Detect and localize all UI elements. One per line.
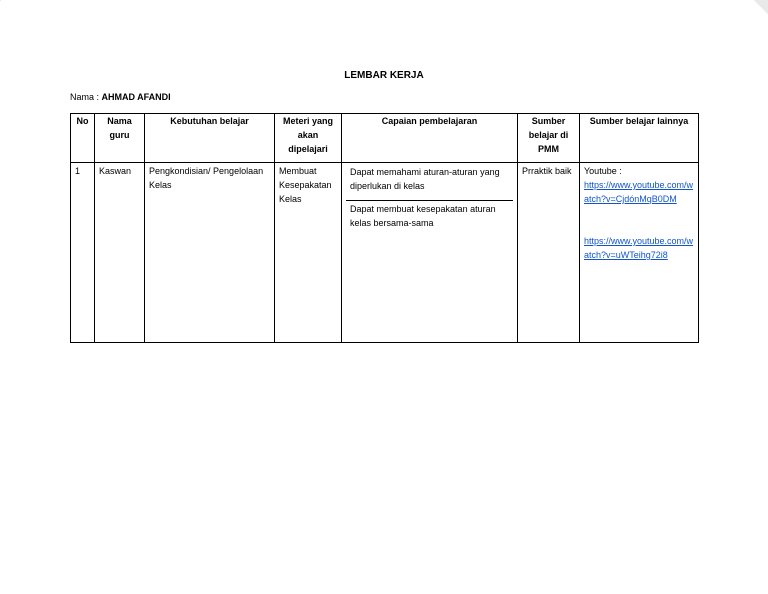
capaian-item: Dapat membuat kesepakatan aturan kelas bersama-sama	[350, 204, 496, 228]
header-sumber-pmm: Sumber belajar di PMM	[518, 114, 580, 163]
cell-materi: Membuat Kesepakatan Kelas	[275, 163, 342, 343]
name-line	[70, 92, 171, 102]
header-no: No	[71, 114, 95, 163]
youtube-link-1[interactable]: https://www.youtube.com/watch?v=CjdónMqB0DM	[584, 180, 694, 204]
spacer	[584, 206, 694, 234]
cell-no: 1	[71, 163, 95, 343]
header-nama-guru: Nama guru	[95, 114, 145, 163]
cell-sumber-pmm: Prraktik baik	[518, 163, 580, 343]
page-corner-mark	[0, 0, 1, 1]
youtube-link-2[interactable]: https://www.youtube.com/watch?v=uWTeihg72i8	[584, 236, 694, 260]
header-row	[71, 114, 699, 163]
worksheet-table	[70, 113, 699, 343]
name-label: Nama :	[70, 92, 102, 102]
document-title: LEMBAR KERJA	[344, 70, 424, 81]
cell-sumber-lain	[580, 163, 699, 343]
table-row	[71, 163, 699, 343]
header-sumber-lain: Sumber belajar lainnya	[580, 114, 699, 163]
header-materi: Meteri yang akan dipelajari	[275, 114, 342, 163]
cell-capaian	[342, 163, 518, 343]
cell-nama-guru: Kaswan	[95, 163, 145, 343]
capaian-item: Dapat memahami aturan-aturan yang diperlukan di kelas	[346, 164, 513, 201]
header-capaian: Capaian pembelajaran	[342, 114, 518, 163]
page-fold-corner	[754, 0, 768, 14]
cell-kebutuhan: Pengkondisian/ Pengelolaan Kelas	[145, 163, 275, 343]
header-kebutuhan-belajar: Kebutuhan belajar	[145, 114, 275, 163]
youtube-label: Youtube :	[584, 166, 622, 176]
name-value: AHMAD AFANDI	[101, 92, 171, 102]
